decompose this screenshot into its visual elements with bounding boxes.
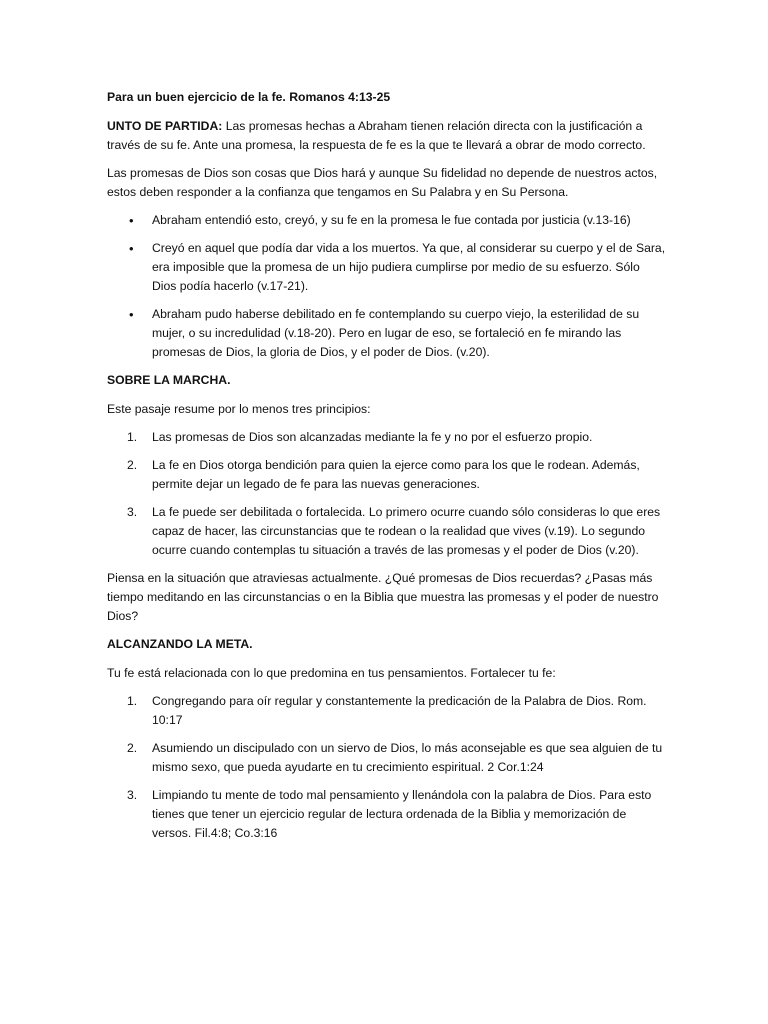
list-item <box>107 786 667 843</box>
list-number: 3. <box>127 505 138 519</box>
list-item-text: Abraham entendió esto, creyó, y su fe en la promesa le fue contada por justicia (v.13-16) <box>152 213 631 227</box>
document-body <box>107 88 667 852</box>
list-item <box>107 211 667 230</box>
list-item-text: Limpiando tu mente de todo mal pensamiento y llenándola con la palabra de Dios. Para esto tienes que tener un ejercicio regular de lectura ordenada de la Biblia y memorización de versos. Fil.4:8; Co.3:16 <box>152 788 652 840</box>
list-item <box>107 456 667 494</box>
reflection-paragraph: Piensa en la situación que atraviesas actualmente. ¿Qué promesas de Dios recuerdas? ¿Pasas más tiempo meditando en las circunstancias o en la Biblia que muestra las promesas y el poder de nuestro Dios? <box>107 571 659 623</box>
list-item <box>107 428 667 447</box>
alcanzando-la-meta-intro: Tu fe está relacionada con lo que predomina en tus pensamientos. Fortalecer tu fe: <box>107 666 556 680</box>
bullet-marker: • <box>129 213 134 228</box>
strengthen-faith-list <box>107 692 667 843</box>
list-item <box>107 305 667 362</box>
list-number: 2. <box>127 741 138 755</box>
document-title: Para un buen ejercicio de la fe. Romanos 4:13-25 <box>107 90 391 104</box>
bullet-list <box>107 211 667 362</box>
list-item-text: La fe puede ser debilitada o fortalecida. Lo primero ocurre cuando sólo consideras lo que eres capaz de hacer, las circunstancias que te rodean o la realidad que vives (v.19). Lo segundo ocurre cuando contemplas tu situación a través de las promesas y el poder de Dios (v.20). <box>152 505 661 557</box>
sobre-la-marcha-heading: SOBRE LA MARCHA. <box>107 373 231 387</box>
list-item-text: Creyó en aquel que podía dar vida a los muertos. Ya que, al considerar su cuerpo y el de Sara, era imposible que la promesa de un hijo pudiera cumplirse por medio de su esfuerzo. Sólo Dios podía hacerlo (v.17-21). <box>152 241 666 293</box>
list-item <box>107 739 667 777</box>
list-item <box>107 503 667 560</box>
principles-list <box>107 428 667 560</box>
list-number: 2. <box>127 458 138 472</box>
list-number: 3. <box>127 788 138 802</box>
list-number: 1. <box>127 430 138 444</box>
alcanzando-la-meta-heading: ALCANZANDO LA META. <box>107 637 253 651</box>
intro-paragraph: Las promesas de Dios son cosas que Dios hará y aunque Su fidelidad no depende de nuestros actos, estos deben responder a la confianza que tengamos en Su Palabra y en Su Persona. <box>107 166 658 199</box>
punto-de-partida-paragraph <box>107 117 667 155</box>
bullet-marker: • <box>129 307 134 322</box>
list-item-text: Abraham pudo haberse debilitado en fe contemplando su cuerpo viejo, la esterilidad de su mujer, o su incredulidad (v.18-20). Pero en lugar de eso, se fortaleció en fe mirando las promesas de Dios, la gloria de Dios, y el poder de Dios. (v.20). <box>152 307 640 359</box>
list-item-text: Las promesas de Dios son alcanzadas mediante la fe y no por el esfuerzo propio. <box>152 430 593 444</box>
punto-de-partida-text: Las promesas hechas a Abraham tienen relación directa con la justificación a través de su fe. Ante una promesa, la respuesta de fe es la que te llevará a obrar de modo correcto. <box>107 119 646 152</box>
list-number: 1. <box>127 694 138 708</box>
list-item <box>107 692 667 730</box>
bullet-marker: • <box>129 241 134 256</box>
list-item-text: Congregando para oír regular y constantemente la predicación de la Palabra de Dios. Rom. 10:17 <box>152 694 647 727</box>
punto-de-partida-label: UNTO DE PARTIDA: <box>107 119 223 133</box>
list-item-text: Asumiendo un discipulado con un siervo de Dios, lo más aconsejable es que sea alguien de tu mismo sexo, que pueda ayudarte en tu crecimiento espiritual. 2 Cor.1:24 <box>152 741 663 774</box>
list-item <box>107 239 667 296</box>
sobre-la-marcha-intro: Este pasaje resume por lo menos tres principios: <box>107 402 371 416</box>
list-item-text: La fe en Dios otorga bendición para quien la ejerce como para los que le rodean. Además, permite dejar un legado de fe para las nuevas generaciones. <box>152 458 640 491</box>
